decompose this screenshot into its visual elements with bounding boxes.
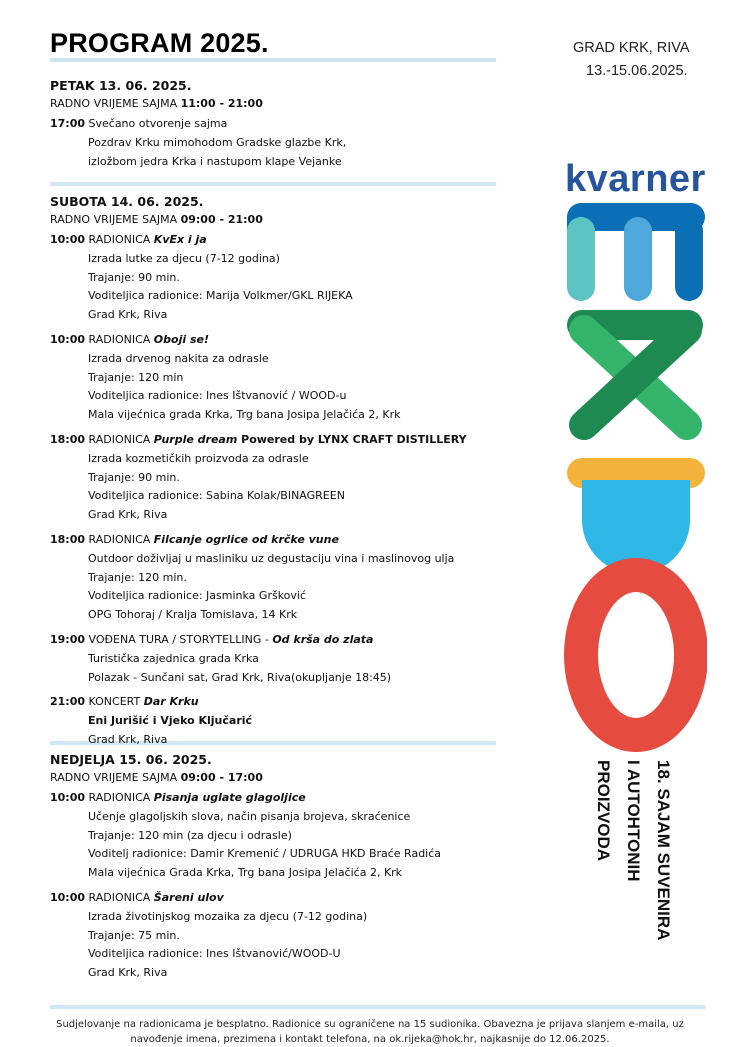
event-performers: Eni Jurišić i Vjeko Ključarić <box>88 714 253 728</box>
event-detail-line: Mala vijećnica Grada Krka, Trg bana Josipa Jelačića 2, Krk <box>88 866 403 880</box>
event-detail-line: Izrada lutke za djecu (7-12 godina) <box>88 251 280 265</box>
day-title: PETAK 13. 06. 2025. <box>50 78 192 93</box>
footer-line-2: navođenje imena, prezimena i kontakt telefona, na ok.rijeka@hok.hr, najkasnije do 12.06.2025. <box>130 1034 610 1045</box>
day-title: SUBOTA 14. 06. 2025. <box>50 194 204 209</box>
event-detail-line: Grad Krk, Riva <box>88 508 168 522</box>
event-time: 10:00 <box>50 233 86 246</box>
location-dates: 13.-15.06.2025. <box>586 63 688 79</box>
event-detail-line: Izrada životinjskog mozaika za djecu (7-12 godina) <box>88 909 368 923</box>
expo-e-mid-stem <box>624 217 652 301</box>
footer-note <box>40 1017 700 1047</box>
event-detail-line: Polazak - Sunčani sat, Grad Krk, Riva(okupljanje 18:45) <box>88 670 392 684</box>
event-type: RADIONICA <box>85 890 154 904</box>
event-detail-line: Trajanje: 120 min (za djecu i odrasle) <box>88 828 292 842</box>
side-title-line3: PROIZVODA <box>594 760 613 862</box>
brand-logo-text: kvarner <box>565 158 706 200</box>
opening-hours <box>50 213 520 226</box>
event-detail-line: OPG Tohoraj / Kralja Tomislava, 14 Krk <box>88 608 298 622</box>
event-detail-line: Mala vijećnica grada Krka, Trg bana Josipa Jelačića 2, Krk <box>88 408 401 422</box>
event-name: Purple dream <box>153 432 238 446</box>
event-detail-line: Trajanje: 120 min. <box>88 570 187 584</box>
event-item <box>50 631 520 687</box>
event-detail-line: Outdoor doživljaj u masliniku uz degustaciju vina i maslinovog ulja <box>88 551 455 565</box>
opening-hours <box>50 771 520 784</box>
event-detail-line: Voditeljica radionice: Sabina Kolak/BINAGREEN <box>88 489 345 503</box>
expo-e-right-stem <box>675 217 703 301</box>
footer-line-1: Sudjelovanje na radionicama je besplatno. Radionice su ograničene na 15 sudionika. Obavezna je prijava slanjem e-maila, uz <box>56 1019 684 1030</box>
side-title <box>593 760 683 985</box>
event-name: Dar Krku <box>143 695 199 709</box>
event-heading <box>50 531 520 550</box>
event-detail-line: Izrada kozmetičkih proizvoda za odrasle <box>88 451 309 465</box>
event-detail-line: Grad Krk, Riva <box>88 308 168 322</box>
event-detail-line: Voditeljica radionice: Jasminka Gršković <box>88 589 307 603</box>
day-section-sunday <box>50 752 520 989</box>
side-title-line1: 18. SAJAM SUVENIRA <box>654 760 673 941</box>
page-title: PROGRAM 2025. <box>50 28 269 58</box>
event-item <box>50 531 520 625</box>
event-heading <box>50 331 520 350</box>
event-heading <box>50 693 520 712</box>
event-detail-line: Turistička zajednica grada Krka <box>88 651 259 665</box>
event-detail-line: Trajanje: 75 min. <box>88 928 180 942</box>
opening-hours-label: RADNO VRIJEME SAJMA <box>50 213 181 226</box>
event-time: 10:00 <box>50 791 86 804</box>
event-item <box>50 693 520 749</box>
expo-logo <box>562 200 707 780</box>
event-heading <box>50 631 520 650</box>
footer-divider <box>50 1005 705 1009</box>
event-heading <box>50 431 520 450</box>
event-item <box>50 115 520 171</box>
opening-hours-label: RADNO VRIJEME SAJMA <box>50 771 181 784</box>
side-title-line2: I AUTOHTONIH <box>624 760 643 882</box>
event-heading <box>50 789 520 808</box>
event-time: 10:00 <box>50 890 86 904</box>
event-detail-line: Trajanje: 90 min. <box>88 270 180 284</box>
event-name: Filcanje ogrlice od krčke vune <box>153 532 339 546</box>
event-detail-line: Voditelj radionice: Damir Kremenić / UDRUGA HKD Braće Radića <box>88 847 442 861</box>
divider <box>50 58 496 62</box>
event-time: 10:00 <box>50 332 86 346</box>
event-detail-line: Grad Krk, Riva <box>88 966 168 980</box>
event-detail-line: Voditeljica radionice: Ines Ištvanović / WOOD-u <box>88 389 347 403</box>
event-type: VOĐENA TURA / STORYTELLING - <box>85 632 273 646</box>
event-detail-line: Trajanje: 120 min <box>88 370 184 384</box>
event-type: KONCERT <box>85 695 144 709</box>
event-heading <box>50 231 520 250</box>
location-city: GRAD KRK, RIVA <box>573 40 690 56</box>
event-time: 21:00 <box>50 695 86 709</box>
event-item <box>50 231 520 325</box>
day-title: NEDJELJA 15. 06. 2025. <box>50 752 212 767</box>
event-heading <box>50 889 520 908</box>
opening-hours-value: 09:00 - 21:00 <box>180 213 263 226</box>
event-name: Pisanja uglate glagoljice <box>153 791 306 804</box>
event-name: Šareni ulov <box>153 890 224 904</box>
event-detail-line: Izrada drvenog nakita za odrasle <box>88 351 269 365</box>
event-name: Od krša do zlata <box>272 632 374 646</box>
event-heading <box>50 115 520 134</box>
event-name: KvEx i ja <box>153 233 207 246</box>
expo-e-left-stem <box>567 217 595 301</box>
event-detail-line: Voditeljica radionice: Ines Ištvanović/WOOD-U <box>88 947 341 961</box>
opening-hours-label: RADNO VRIJEME SAJMA <box>50 97 181 110</box>
opening-hours-value: 11:00 - 21:00 <box>180 97 263 110</box>
day-section-friday <box>50 78 520 177</box>
event-detail-line: Voditeljica radionice: Marija Volkmer/GKL RIJEKA <box>88 289 353 303</box>
event-detail-line: Trajanje: 90 min. <box>88 470 180 484</box>
event-time: 19:00 <box>50 632 86 646</box>
opening-hours <box>50 97 520 110</box>
event-location <box>548 40 728 79</box>
event-item <box>50 331 520 425</box>
event-type: RADIONICA <box>85 233 154 246</box>
event-type: RADIONICA <box>85 432 154 446</box>
event-type: RADIONICA <box>85 532 154 546</box>
event-detail-line: izložbom jedra Krka i nastupom klape Vejanke <box>88 154 342 168</box>
opening-hours-value: 09:00 - 17:00 <box>180 771 263 784</box>
divider <box>50 182 496 186</box>
event-item <box>50 431 520 525</box>
event-item <box>50 789 520 883</box>
event-time: 17:00 <box>50 117 86 130</box>
event-time: 18:00 <box>50 432 86 446</box>
day-section-saturday <box>50 194 520 756</box>
event-type: Svečano otvorenje sajma <box>85 117 228 130</box>
event-type: RADIONICA <box>85 332 154 346</box>
event-name: Oboji se! <box>153 332 209 346</box>
event-detail-line: Učenje glagoljskih slova, način pisanja brojeva, skraćenice <box>88 809 411 823</box>
event-type: RADIONICA <box>85 791 154 804</box>
event-sponsor: Powered by LYNX CRAFT DISTILLERY <box>237 432 467 446</box>
event-detail-line: Grad Krk, Riva <box>88 732 168 746</box>
expo-o-ring <box>581 575 691 735</box>
event-time: 18:00 <box>50 532 86 546</box>
event-item <box>50 889 520 983</box>
event-detail-line: Pozdrav Krku mimohodom Gradske glazbe Krk, <box>88 135 347 149</box>
